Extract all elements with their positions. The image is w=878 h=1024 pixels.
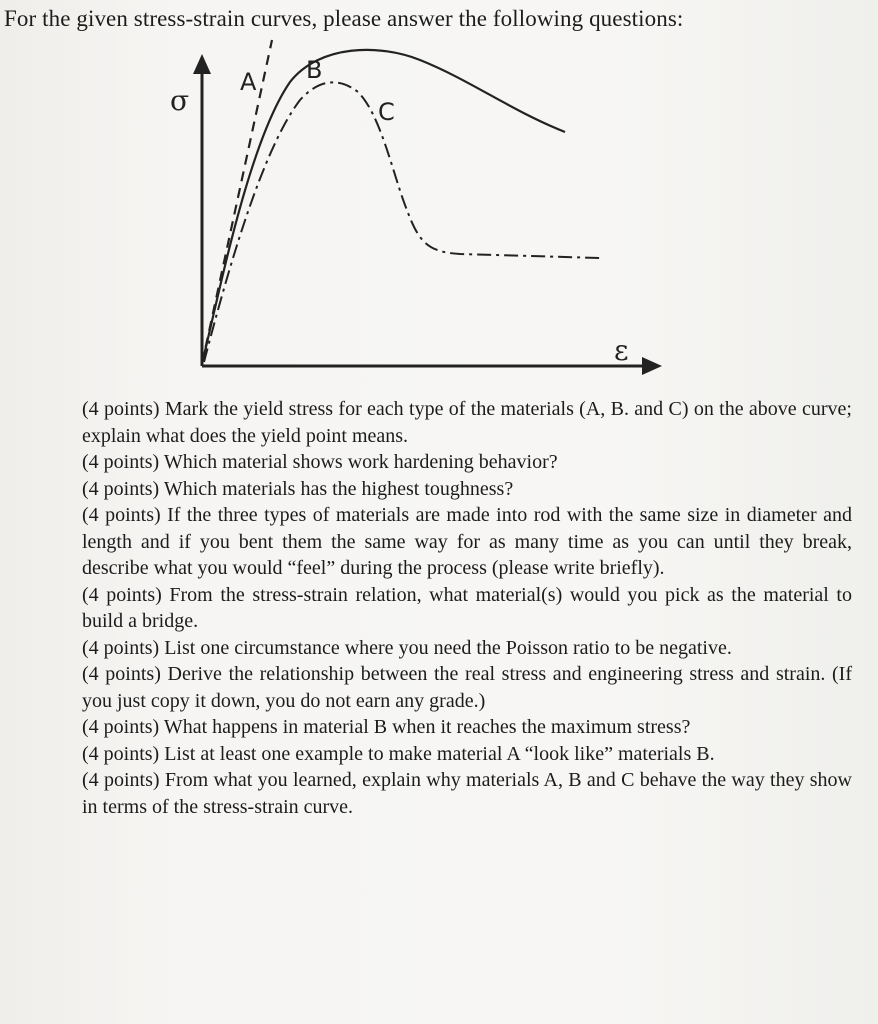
question-8: (4 points) What happens in material B when it reaches the maximum stress? [82, 716, 691, 738]
curve-b [202, 50, 565, 364]
curve-c [204, 82, 600, 362]
question-7: (4 points) Derive the relationship between the real stress and engineering stress and strain. (If you just copy it down, you do not earn any grade.) [82, 663, 852, 712]
page-heading: For the given stress-strain curves, please answer the following questions: [4, 6, 684, 31]
question-5: (4 points) From the stress-strain relation, what material(s) would you pick as the material to build a bridge. [82, 583, 852, 632]
curve-label-a: A [240, 68, 257, 96]
curve-label-c: C [378, 98, 395, 126]
stress-strain-figure [0, 30, 878, 390]
question-1: (4 points) Mark the yield stress for each type of the materials (A, B. and C) on the above curve; explain what does the yield point means. [82, 398, 852, 447]
question-9: (4 points) List at least one example to make material A “look like” materials B. [82, 742, 715, 765]
question-4: (4 points) If the three types of materials are made into rod with the same size in diameter and length and if you bent them the same way for as many time as you can until they break, describe what you would “feel” during the process (please write briefly). [82, 504, 852, 579]
x-axis-arrowhead [642, 357, 662, 375]
question-2: (4 points) Which material shows work hardening behavior? [82, 451, 558, 473]
epsilon-axis-label: ε [614, 334, 629, 367]
stress-strain-curves-diagram [0, 30, 878, 390]
question-6: (4 points) List one circumstance where you need the Poisson ratio to be negative. [82, 636, 732, 659]
question-3: (4 points) Which materials has the highest toughness? [82, 477, 514, 500]
y-axis-arrowhead [193, 54, 211, 74]
question-list [82, 396, 852, 820]
sigma-axis-label: σ [170, 84, 190, 117]
question-10: (4 points) From what you learned, explain why materials A, B and C behave the way they show in terms of the stress-strain curve. [82, 769, 852, 818]
curve-label-b: B [306, 56, 323, 84]
